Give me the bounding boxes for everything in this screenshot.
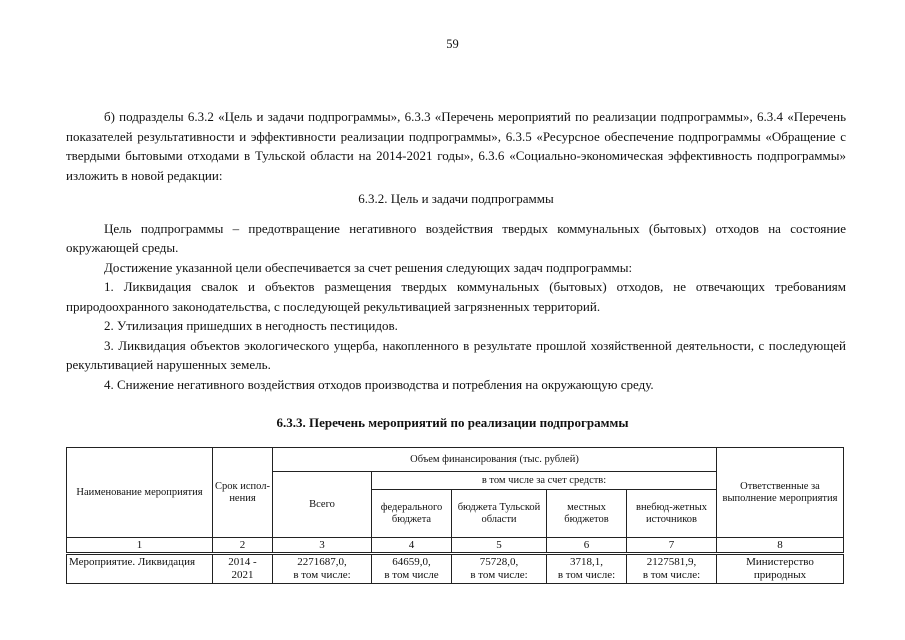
row-local-value: 3718,1, <box>570 556 603 568</box>
page-number: 59 <box>446 37 459 51</box>
header-name: Наименование мероприятия <box>67 448 213 538</box>
column-number: 8 <box>717 538 844 554</box>
row-federal-note: в том числе <box>384 569 439 581</box>
row-federal-cell <box>372 554 452 584</box>
header-including: в том числе за счет средств: <box>372 472 717 490</box>
column-number: 1 <box>67 538 213 554</box>
header-regional: бюджета Тульской области <box>452 490 547 538</box>
task-1-paragraph: 1. Ликвидация свалок и объектов размещения твердых коммунальных (бытовых) отходов, не отвечающих требованиям природоохранного законодательства, с последующей рекультивацией загрязненных территорий. <box>66 279 846 314</box>
table-row <box>67 554 844 584</box>
header-term: Срок испол-нения <box>213 448 273 538</box>
row-regional-value: 75728,0, <box>479 556 519 568</box>
row-local-note: в том числе: <box>557 569 616 581</box>
row-responsible-line-1: Министерство <box>746 556 814 568</box>
column-number: 2 <box>213 538 273 554</box>
section-subheading: 6.3.2. Цель и задачи подпрограммы <box>358 191 554 206</box>
row-term-start: 2014 - <box>228 556 257 568</box>
header-extra: внебюд-жетных источников <box>627 490 717 538</box>
column-number: 7 <box>627 538 717 554</box>
row-responsible-line-2: природных <box>753 569 807 581</box>
header-federal: федерального бюджета <box>372 490 452 538</box>
header-total: Всего <box>273 472 372 538</box>
row-name: Мероприятие. Ликвидация <box>69 556 196 568</box>
row-responsible-cell <box>717 554 844 584</box>
row-total-value: 2271687,0, <box>297 556 347 568</box>
header-local: местных бюджетов <box>547 490 627 538</box>
intro-paragraph: б) подразделы 6.3.2 «Цель и задачи подпрограммы», 6.3.3 «Перечень мероприятий по реализации подпрограммы», 6.3.4 «Перечень показателей результативности и эффективности реализации подпрограммы», 6.3.5 «Ресурсное обеспечение подпрограммы «Обращение с твердыми бытовыми отходами в Тульской области на 2014-2021 годы», 6.3.6 «Социально-экономическая эффективность подпрограммы» изложить в новой редакции: <box>66 109 846 183</box>
row-regional-cell <box>452 554 547 584</box>
row-term-end: 2021 <box>231 569 254 581</box>
row-regional-note: в том числе: <box>470 569 528 581</box>
task-4-paragraph: 4. Снижение негативного воздействия отходов производства и потребления на окружающую среду. <box>104 376 654 392</box>
column-number: 3 <box>273 538 372 554</box>
column-number: 6 <box>547 538 627 554</box>
row-extra-value: 2127581,9, <box>646 556 697 568</box>
measures-table <box>66 447 844 584</box>
task-3-paragraph: 3. Ликвидация объектов экологического ущерба, накопленного в результате прошлой хозяйственной деятельности, с последующей рекультивацией нарушенных земель. <box>66 337 846 372</box>
row-local-cell <box>547 554 627 584</box>
tasks-intro-paragraph: Достижение указанной цели обеспечивается за счет решения следующих задач подпрограммы: <box>104 259 633 275</box>
document-body <box>66 107 846 394</box>
header-responsible: Ответственные за выполнение мероприятия <box>717 448 844 538</box>
header-financing: Объем финансирования (тыс. рублей) <box>273 448 717 472</box>
row-extra-note: в том числе: <box>642 569 701 581</box>
row-total-note: в том числе: <box>293 569 351 581</box>
row-extra-cell <box>627 554 717 584</box>
row-name-cell <box>67 554 213 584</box>
task-2-paragraph: 2. Утилизация пришедших в негодность пестицидов. <box>104 318 398 333</box>
column-number: 5 <box>452 538 547 554</box>
row-total-cell <box>273 554 372 584</box>
column-number: 4 <box>372 538 452 554</box>
goal-paragraph: Цель подпрограммы – предотвращение негативного воздействия твердых коммунальных (бытовых) отходов на состояние окружающей среды. <box>66 220 846 255</box>
row-federal-value: 64659,0, <box>392 556 431 568</box>
table-title: 6.3.3. Перечень мероприятий по реализации подпрограммы <box>276 415 629 430</box>
row-term-cell <box>213 554 273 584</box>
